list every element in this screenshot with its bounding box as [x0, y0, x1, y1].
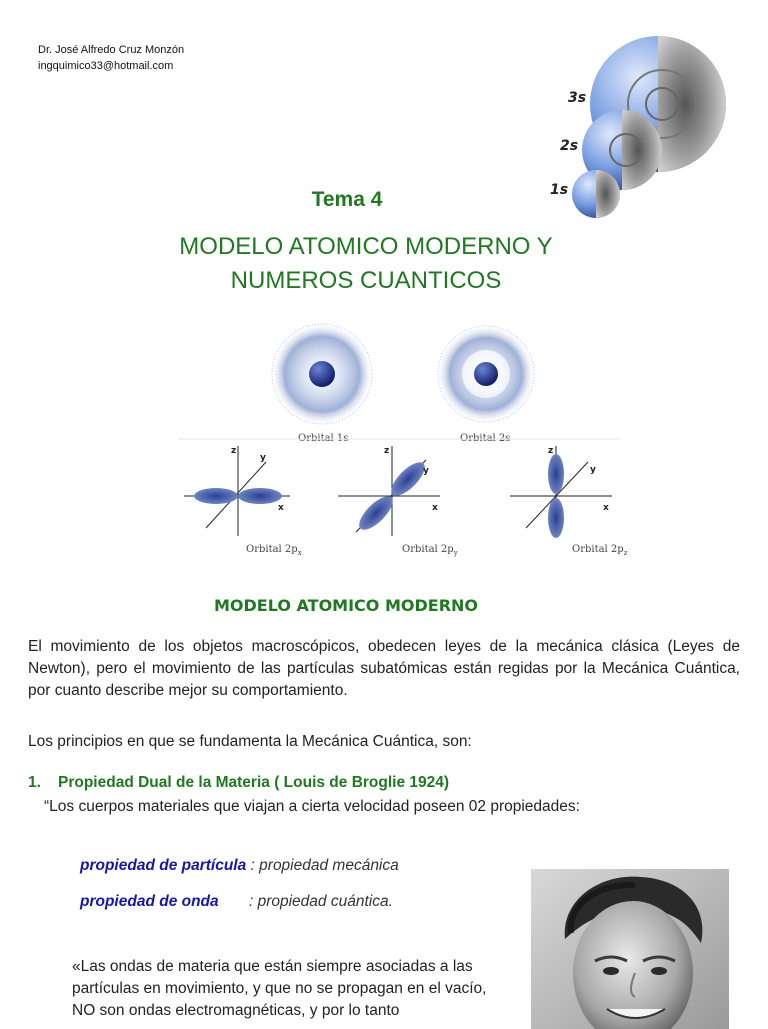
- label-orbital-2py-sub: y: [453, 549, 458, 557]
- axis-y-2py: y: [423, 466, 429, 476]
- title-line-2: NUMEROS CUANTICOS: [230, 267, 502, 294]
- title-line-1: MODELO ATOMICO MODERNO Y: [179, 233, 553, 260]
- author-name: Dr. José Alfredo Cruz Monzón: [38, 44, 185, 56]
- axis-z-2py: z: [384, 446, 390, 456]
- label-orbital-2pz-sub: z: [623, 549, 628, 557]
- broglie-quote: «Las ondas de materia que están siempre asociadas a las partículas en movimiento, y que no se propagan en el vacío, NO son ondas electromagnéticas, y por lo tanto: [72, 958, 487, 1019]
- page-title: [0, 230, 732, 298]
- label-orbital-2py: [402, 544, 458, 557]
- label-orbital-1s: Orbital 1s: [298, 433, 349, 444]
- axis-z-2px: z: [231, 446, 237, 456]
- property-wave-key: propiedad de onda: [80, 893, 219, 910]
- label-orbital-2px-main: Orbital 2p: [246, 544, 298, 555]
- axis-x-2px: x: [278, 503, 284, 513]
- axis-y-2px: y: [260, 453, 266, 463]
- orbitals-figure: [176, 322, 626, 562]
- axis-z-2pz: z: [548, 446, 554, 456]
- item-1-quote: “Los cuerpos materiales que viajan a cierta velocidad poseen 02 propiedades:: [44, 798, 580, 815]
- paragraph-1: El movimiento de los objetos macroscópicos, obedecen leyes de la mecánica clásica (Leyes de Newton), pero el movimiento de las partículas subatómicas están regidas por la Mecánica Cuántica, por cuanto describe mejor su comportamiento.: [28, 638, 740, 699]
- property-particle-key: propiedad de partícula: [80, 857, 247, 874]
- shell-label-1s: 1s: [550, 182, 569, 198]
- item-1-heading-text: Propiedad Dual de la Materia ( Louis de Broglie 1924): [58, 774, 450, 791]
- section-title: MODELO ATOMICO MODERNO: [213, 596, 479, 615]
- orbital-2px: [184, 446, 290, 536]
- label-orbital-2pz: [572, 544, 628, 557]
- tema-label: Tema 4: [311, 188, 383, 211]
- author-block: [38, 42, 184, 74]
- item-1-number: 1.: [28, 774, 41, 791]
- axis-x-2py: x: [432, 503, 438, 513]
- paragraph-2: Los principios en que se fundamenta la Mecánica Cuántica, son:: [28, 733, 472, 750]
- orbital-2py: [338, 446, 440, 536]
- property-wave: [80, 893, 393, 911]
- property-wave-value: : propiedad cuántica.: [248, 893, 393, 910]
- label-orbital-2pz-main: Orbital 2p: [572, 544, 624, 555]
- label-orbital-2px: [246, 544, 302, 557]
- label-orbital-2s: Orbital 2s: [460, 433, 511, 444]
- axis-y-2pz: y: [590, 465, 596, 475]
- shell-label-2s: 2s: [560, 138, 579, 154]
- shell-label-3s: 3s: [568, 90, 587, 106]
- property-particle: [80, 857, 399, 875]
- axis-x-2pz: x: [603, 503, 609, 513]
- author-email: ingquimico33@hotmail.com: [38, 60, 174, 72]
- item-1-heading: [28, 774, 449, 792]
- orbital-2s: [438, 326, 534, 422]
- orbital-1s: [272, 324, 372, 424]
- label-orbital-2py-main: Orbital 2p: [402, 544, 454, 555]
- property-particle-value: : propiedad mecánica: [250, 857, 399, 874]
- label-orbital-2px-sub: x: [297, 549, 302, 557]
- orbital-2pz: [510, 446, 612, 538]
- broglie-photo: [531, 869, 729, 1029]
